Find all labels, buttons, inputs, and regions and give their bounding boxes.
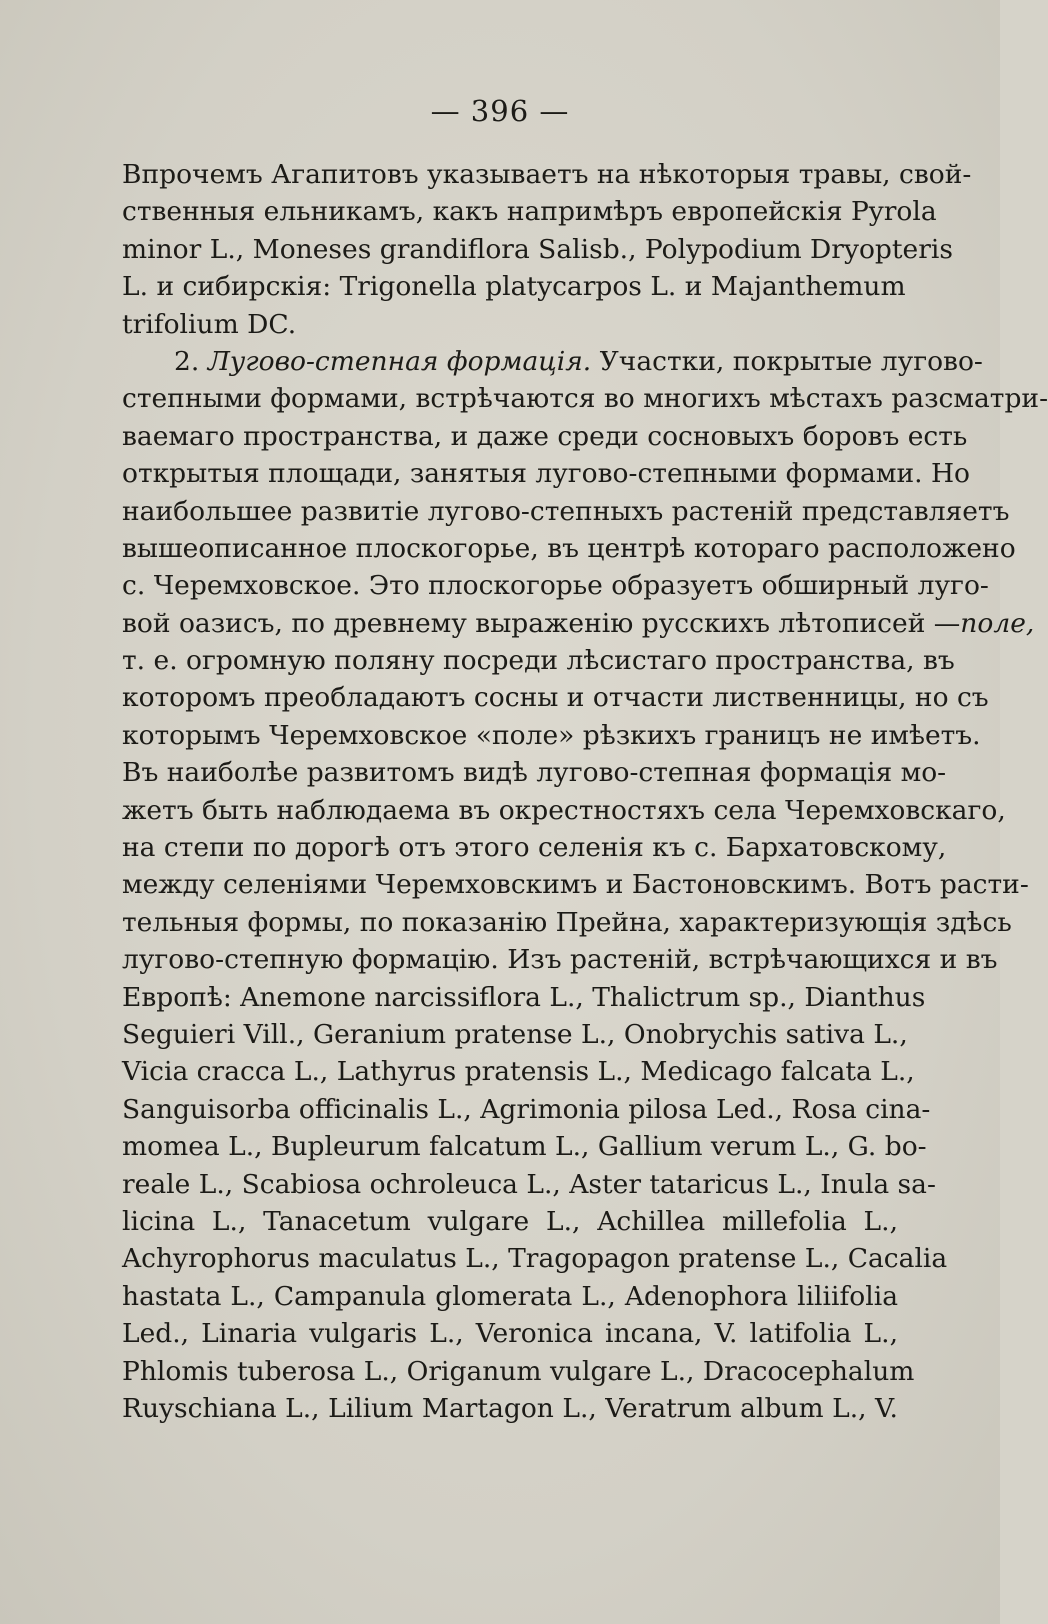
text-line-with-italic [122, 605, 1035, 642]
text-line: на степи по дорогѣ отъ этого селенія къ с. Бархатовскому, [122, 832, 947, 864]
text-line: trifolium DC. [122, 308, 297, 340]
text-line: licina L., Tanacetum vulgare L., Achillea millefolia L., [122, 1205, 898, 1237]
italic-term: поле, [960, 607, 1035, 639]
text-line: minor L., Moneses grandiflora Salisb., Polypodium Dryopteris [122, 233, 953, 265]
text-line: reale L., Scabiosa ochroleuca L., Aster tataricus L., Inula sa- [122, 1168, 936, 1200]
text-line: т. е. огромную поляну посреди лѣсистаго пространства, въ [122, 645, 955, 677]
text-line: тельныя формы, по показанію Прейна, характеризующія здѣсь [122, 906, 1012, 938]
text-line: Европѣ: Anemone narcissiflora L., Thalictrum sp., Dianthus [122, 981, 926, 1013]
text-line: открытыя площади, занятыя лугово-степными формами. Но [122, 458, 971, 490]
page-number: — 396 — [430, 94, 570, 128]
text-line: Phlomis tuberosa L., Origanum vulgare L., Dracocephalum [122, 1355, 915, 1387]
text-line: Sanguisorba officinalis L., Agrimonia pilosa Led., Rosa cina- [122, 1093, 931, 1125]
text-line: степными формами, встрѣчаются во многихъ мѣстахъ разсматри- [122, 383, 1048, 415]
text-line: между селеніями Черемховскимъ и Бастоновскимъ. Вотъ расти- [122, 869, 1029, 901]
text-line: вышеописанное плоскогорье, въ центрѣ котораго расположено [122, 532, 1016, 564]
text-line: наибольшее развитіе лугово-степныхъ растеній представляетъ [122, 495, 1010, 527]
text-line: которымъ Черемховское «поле» рѣзкихъ границъ не имѣетъ. [122, 719, 981, 751]
text-line: Seguieri Vill., Geranium pratense L., Onobrychis sativa L., [122, 1018, 908, 1050]
section-title: Лугово-степная формація. [207, 345, 592, 377]
text-line: жетъ быть наблюдаема въ окрестностяхъ села Черемховскаго, [122, 794, 1006, 826]
text-line: Vicia cracca L., Lathyrus pratensis L., Medicago falcata L., [122, 1056, 915, 1088]
text-line: лугово-степную формацію. Изъ растеній, встрѣчающихся и въ [122, 944, 998, 976]
text-line: Въ наиболѣе развитомъ видѣ лугово-степная формація мо- [122, 757, 947, 789]
text-line: с. Черемховское. Это плоскогорье образуетъ обширный луго- [122, 570, 989, 602]
text-line: ственныя ельникамъ, какъ напримѣръ европейскія Pyrola [122, 196, 937, 228]
text-line: hastata L., Campanula glomerata L., Adenophora liliifolia [122, 1280, 898, 1312]
text-line: ваемаго пространства, и даже среди сосновыхъ боровъ есть [122, 420, 968, 452]
text-line: Впрочемъ Агапитовъ указываетъ на нѣкоторыя травы, свой- [122, 159, 972, 190]
text-line: которомъ преобладаютъ сосны и отчасти лиственницы, но съ [122, 682, 989, 714]
section-heading-line [122, 343, 983, 380]
text-segment: вой оазисъ, по древнему выраженію русскихъ лѣтописей — [122, 607, 961, 639]
text-line: Led., Linaria vulgaris L., Veronica incana, V. latifolia L., [122, 1318, 898, 1350]
section-heading-rest: Участки, покрытые лугово- [599, 345, 983, 377]
section-number: 2. [174, 345, 200, 377]
body-text [122, 156, 1048, 1427]
text-line: Achyrophorus maculatus L., Tragopagon pratense L., Cacalia [122, 1243, 948, 1275]
text-line: Ruyschiana L., Lilium Martagon L., Veratrum album L., V. [122, 1392, 898, 1424]
text-line: L. и сибирскія: Trigonella platycarpos L. и Majanthemum [122, 271, 906, 303]
text-line: momea L., Bupleurum falcatum L., Gallium verum L., G. bo- [122, 1131, 927, 1163]
